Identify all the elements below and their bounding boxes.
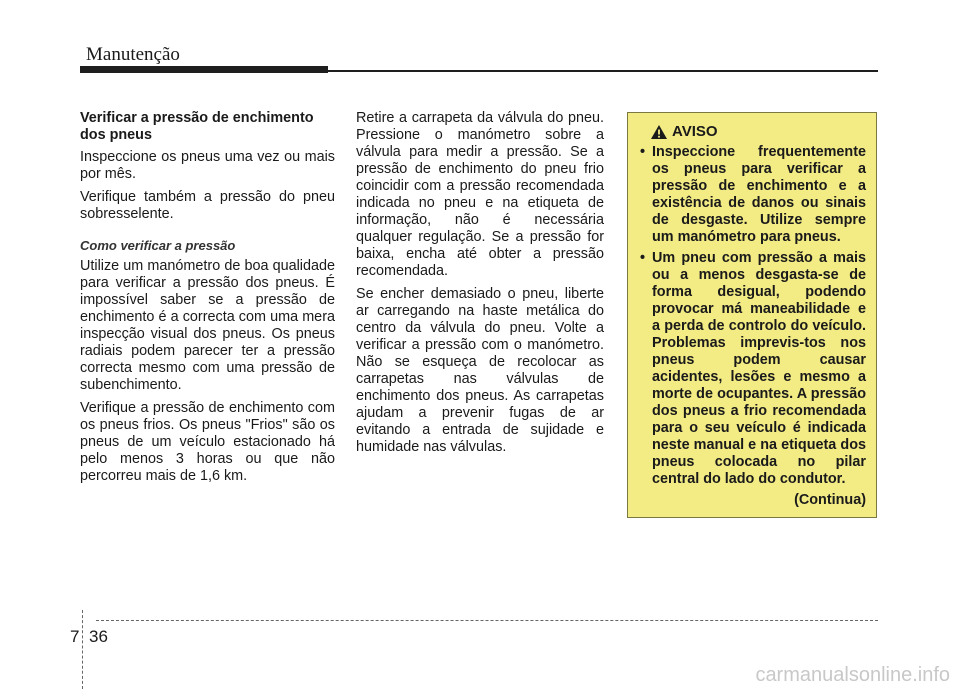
paragraph: Se encher demasiado o pneu, liberte ar carregando na haste metálica do centro da válvula do pneu. Volte a verificar a pressão com o manómetro. Não se esqueça de recolocar as carrapetas nas válvulas de enchimento dos pneus. As carrapetas ajudam a prevenir fugas de ar evitando a entrada de sujidade e humidade nas válvulas.: [356, 286, 604, 455]
paragraph: Retire a carrapeta da válvula do pneu. Pressione o manómetro sobre a válvula para medir a pressão. Se a pressão de enchimento do pneu frio coincidir com a pressão recomendada indicada no pneu e na etiqueta de informação, não é necessária qualquer regulação. Se a pressão for baixa, encha até obter a pressão recomendada.: [356, 110, 604, 279]
warning-item: [640, 250, 866, 488]
left-column: [80, 110, 335, 491]
warning-list: [640, 144, 866, 488]
footer-divider-vertical: [82, 610, 83, 689]
paragraph: Verifique também a pressão do pneu sobresselente.: [80, 189, 335, 222]
continued-label: (Continua): [794, 492, 866, 508]
watermark: carmanualsonline.info: [755, 664, 950, 686]
header-rule: [328, 70, 878, 72]
paragraph: Verifique a pressão de enchimento com os pneus frios. Os pneus "Frios" são os pneus de um veículo estacionado há pelo menos 3 horas ou que não percorreu mais de 1,6 km.: [80, 400, 335, 484]
paragraph: Utilize um manómetro de boa qualidade para verificar a pressão dos pneus. É impossível saber se a pressão de enchimento é a correcta com uma mera inspecção visual dos pneus. Os pneus radiais podem parecer ter a pressão correcta mesmo com uma pressão de subenchimento.: [80, 258, 335, 393]
middle-column: [356, 110, 604, 462]
warning-item-text: Um pneu com pressão a mais ou a menos desgasta-se de forma desigual, podendo provocar má maneabilidade e a perda de controlo do veículo. Problemas imprevis-tos nos pneus podem causar acidentes, lesões e mesmo a morte de ocupantes. A pressão dos pneus a frio recomendada para o seu veículo é indicada neste manual e na etiqueta dos pneus colocada no pilar central do lado do condutor.: [652, 250, 866, 487]
page-number: 36: [89, 627, 108, 646]
chapter-number: 7: [70, 627, 80, 646]
warning-title: AVISO: [672, 123, 718, 140]
warning-item: [640, 144, 866, 246]
section-heading: Verificar a pressão de enchimento dos pneus: [80, 110, 314, 143]
bullet: •: [640, 144, 646, 160]
warning-box: [627, 112, 877, 518]
paragraph: Inspeccione os pneus uma vez ou mais por mês.: [80, 149, 335, 182]
warning-item-text: Inspeccione frequentemente os pneus para verificar a pressão de enchimento e a existência de danos ou sinais de desgaste. Utilize sempre um manómetro para pneus.: [652, 144, 866, 245]
header-bar: [80, 66, 328, 73]
warning-header: [650, 123, 866, 140]
footer-divider: [96, 620, 878, 621]
warning-triangle-icon: [650, 124, 668, 140]
page-header-title: Manutenção: [86, 44, 180, 65]
subsection-heading: Como verificar a pressão: [80, 238, 236, 253]
bullet: •: [640, 250, 646, 266]
